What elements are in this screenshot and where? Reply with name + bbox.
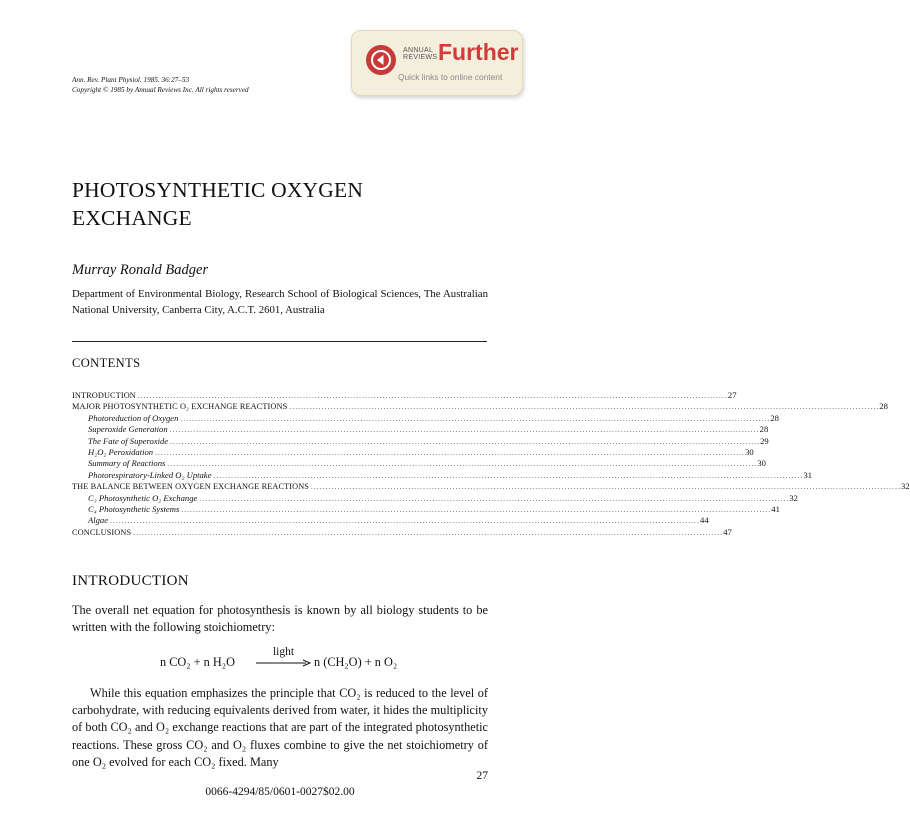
toc-entry-label: The Fate of Superoxide (88, 435, 169, 446)
toc-entry-page: 31 (803, 469, 813, 480)
toc-entry (72, 412, 779, 424)
toc-leader-dots: ........................................................................................................................................................................................................ (311, 483, 902, 492)
toc-entry-page: 44 (700, 515, 709, 526)
toc-entry (72, 526, 732, 538)
intro-paragraph-2: While this equation emphasizes the principle that CO₂ is reduced to the level of carbohydrate, with reducing equivalents derived from water, it hides the multiplicity of both CO₂ and O₂ exchange reactions that are part of the integrated photosynthetic reactions. These gross CO₂ and O₂ fluxes combine to give the net stoichiometry of one O₂ evolved for each CO₂ fixed. Many (72, 686, 488, 769)
toc-leader-dots: ........................................................................................................................................................................................................ (167, 460, 758, 469)
toc-entry (72, 469, 813, 481)
title-line-1: PHOTOSYNTHETIC OXYGEN (72, 178, 364, 202)
toc-entry (72, 446, 754, 458)
title-line-2: EXCHANGE (72, 206, 192, 230)
toc-leader-dots: ........................................................................................................................................................................................................ (137, 392, 728, 400)
equation-rhs: n (CH₂O) + n O₂ (314, 655, 398, 669)
toc-entry (72, 492, 798, 504)
badge-reviews-label: REVIEWS (403, 54, 438, 61)
toc-entry-label: Photorespiratory-Linked O₂ Uptake (88, 469, 212, 480)
introduction-heading: INTRODUCTION (72, 573, 189, 589)
toc-entry-page: 30 (757, 458, 766, 469)
intro-paragraph-1: The overall net equation for photosynthesis is known by all biology students to be written with the following stoichiometry: (72, 603, 488, 635)
toc-entry-page: 41 (771, 503, 780, 514)
toc-leader-dots: ........................................................................................................................................................................................................ (213, 471, 804, 480)
toc-leader-dots: ........................................................................................................................................................................................................ (110, 517, 701, 526)
toc-leader-dots: ........................................................................................................................................................................................................ (181, 505, 772, 514)
page-number: 27 (476, 770, 488, 782)
toc-leader-dots: ........................................................................................................................................................................................................ (199, 494, 790, 503)
footer-code: 0066-4294/85/0601-0027$02.00 (205, 786, 355, 798)
toc-entry (72, 424, 769, 435)
back-arrow-icon[interactable] (366, 45, 396, 75)
toc-entry-page: 28 (879, 401, 888, 412)
toc-leader-dots: ........................................................................................................................................................................................................ (155, 448, 746, 457)
toc-leader-dots: ........................................................................................................................................................................................................ (133, 528, 724, 537)
citation-line-1: Ann. Rev. Plant Physiol. 1985. 36:27–53 (72, 76, 190, 84)
toc-entry (72, 503, 780, 515)
toc-entry-label: Superoxide Generation (88, 424, 168, 435)
journal-citation (72, 75, 249, 95)
toc-entry (72, 435, 769, 447)
toc-entry (72, 390, 737, 401)
badge-annual-reviews (403, 47, 437, 61)
toc-entry-page: 27 (727, 390, 737, 400)
toc-entry-label: C₄ Photosynthetic Systems (88, 503, 180, 514)
toc-leader-dots: ........................................................................................................................................................................................................ (289, 403, 880, 412)
toc-entry-label: Photoreduction of Oxygen (88, 412, 179, 423)
toc-entry-page: 28 (770, 412, 779, 423)
toc-entry-label: C₃ Photosynthetic O₂ Exchange (88, 492, 198, 503)
toc-entry-page: 32 (901, 481, 910, 492)
photosynthesis-equation (160, 646, 420, 674)
contents-heading: CONTENTS (72, 356, 141, 370)
toc-leader-dots: ........................................................................................................................................................................................................ (180, 414, 771, 423)
equation-lhs: n CO₂ + n H₂O (160, 655, 235, 669)
badge-annual-label: ANNUAL (403, 47, 434, 54)
further-badge[interactable] (351, 30, 523, 96)
badge-further-label: Further (438, 39, 519, 65)
article-title (72, 176, 363, 232)
right-arrow-icon (256, 659, 311, 667)
toc-entry-label: Summary of Reactions (88, 458, 166, 469)
author-name: Murray Ronald Badger (72, 262, 209, 278)
equation-arrow-label: light (272, 646, 295, 658)
toc-entry-label: Algae (88, 515, 109, 526)
author-affiliation: Department of Environmental Biology, Research School of Biological Sciences, The Australian National University, Canberra City, A.C.T. 2601, Australia (72, 288, 488, 316)
toc-entry-page: 32 (789, 492, 798, 503)
badge-tagline: Quick links to online content (398, 72, 503, 82)
toc-entry-page: 28 (759, 424, 769, 435)
section-divider (72, 341, 487, 342)
toc-entry-page: 29 (760, 435, 769, 446)
toc-entry (72, 401, 888, 412)
toc-entry (72, 515, 709, 526)
table-of-contents (72, 390, 910, 538)
toc-entry-label: INTRODUCTION (72, 391, 136, 400)
toc-entry (72, 481, 910, 492)
toc-entry (72, 458, 766, 469)
citation-line-2: Copyright © 1985 by Annual Reviews Inc. All rights reserved (72, 86, 249, 94)
toc-entry-label: CONCLUSIONS (72, 527, 132, 537)
toc-entry-label: THE BALANCE BETWEEN OXYGEN EXCHANGE REACTIONS (72, 482, 310, 492)
toc-leader-dots: ........................................................................................................................................................................................................ (169, 426, 760, 435)
toc-entry-label: H₂O₂ Peroxidation (88, 446, 154, 457)
toc-entry-label: MAJOR PHOTOSYNTHETIC O₂ EXCHANGE REACTIONS (72, 402, 288, 412)
toc-leader-dots: ........................................................................................................................................................................................................ (170, 437, 761, 446)
toc-entry-page: 47 (723, 526, 732, 537)
toc-entry-page: 30 (745, 446, 754, 457)
